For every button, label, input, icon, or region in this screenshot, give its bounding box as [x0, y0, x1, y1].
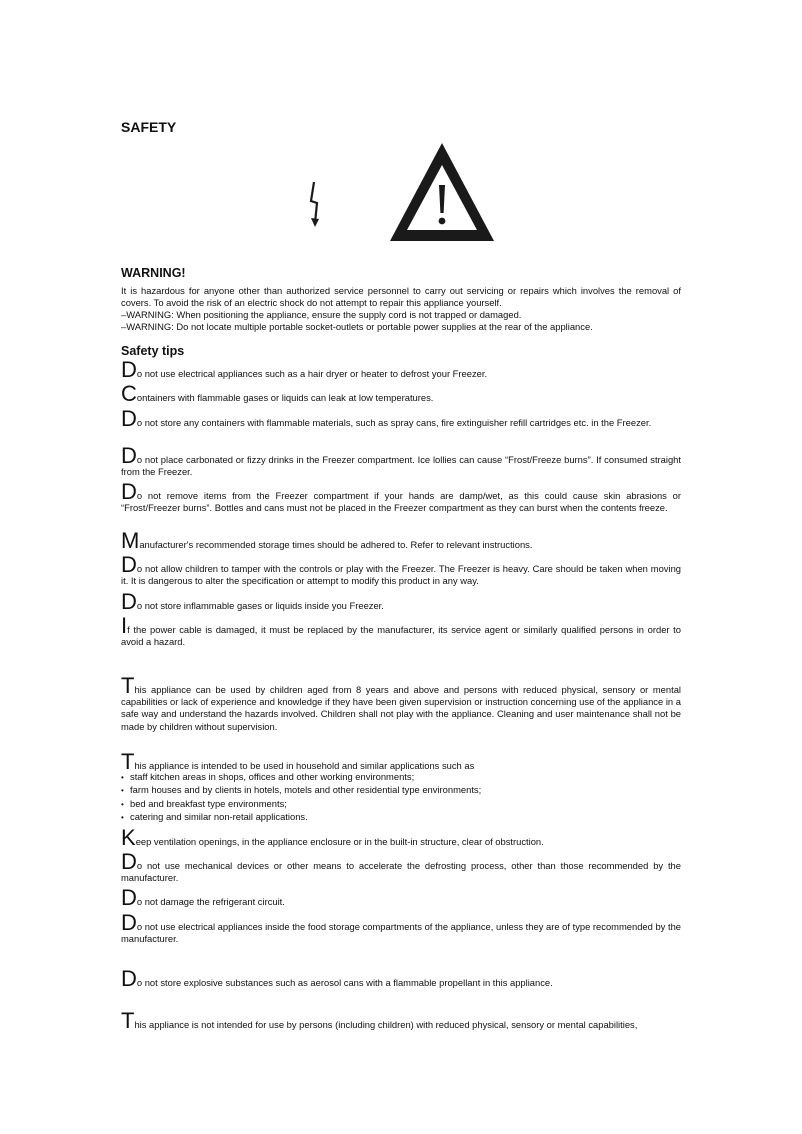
safety-tip	[121, 849, 681, 884]
drop-cap: D	[121, 910, 137, 935]
warning-paragraph: –WARNING: When positioning the appliance, ensure the supply cord is not trapped or damaged.	[121, 308, 522, 320]
tip-text: ontainers with flammable gases or liquids can leak at low temperatures.	[136, 392, 434, 403]
drop-cap: D	[121, 357, 137, 382]
safety-tip	[121, 673, 681, 733]
tip-text: o not use electrical appliances inside the food storage compartments of the appliance, unless they are of type recommended by the manufacturer.	[121, 921, 681, 945]
safety-tip	[121, 381, 681, 406]
safety-tip	[121, 613, 681, 648]
tip-text: o not use mechanical devices or other means to accelerate the defrosting process, other than those recommended by the manufacturer.	[121, 860, 681, 884]
list-item: • bed and breakfast type environments;	[121, 798, 681, 811]
drop-cap: I	[121, 613, 128, 638]
tip-text: his appliance is intended to be used in household and similar applications such as	[134, 760, 475, 771]
warning-triangle-icon	[388, 141, 496, 243]
list-item: • farm houses and by clients in hotels, motels and other residential type environments;	[121, 784, 681, 797]
drop-cap: D	[121, 443, 137, 468]
tip-text: o not store inflammable gases or liquids inside you Freezer.	[136, 600, 384, 611]
drop-cap: T	[121, 749, 135, 774]
drop-cap: K	[121, 825, 136, 850]
tip-text: o not use electrical appliances such as a hair dryer or heater to defrost your Freezer.	[136, 368, 488, 379]
safety-tip	[121, 552, 681, 587]
safety-tip	[121, 528, 681, 553]
list-item: • staff kitchen areas in shops, offices and other working environments;	[121, 771, 681, 784]
drop-cap: D	[121, 552, 137, 577]
lightning-bolt-icon	[306, 181, 328, 229]
tip-text: eep ventilation openings, in the appliance enclosure or in the built-in structure, clear of obstruction.	[135, 836, 544, 847]
list-item: • catering and similar non-retail applications.	[121, 811, 681, 824]
warning-paragraph: It is hazardous for anyone other than authorized service personnel to carry out servicing or repairs which involves the removal of covers. To avoid the risk of an electric shock do not attempt to repair this appliance yourself.	[121, 285, 681, 308]
tip-text: his appliance is not intended for use by persons (including children) with reduced physical, sensory or mental capabilities,	[134, 1019, 638, 1030]
drop-cap: T	[121, 1008, 135, 1033]
drop-cap: D	[121, 885, 137, 910]
applications-list	[121, 771, 681, 824]
drop-cap: D	[121, 589, 137, 614]
drop-cap: D	[121, 406, 137, 431]
drop-cap: D	[121, 479, 137, 504]
safety-tip	[121, 443, 681, 478]
warning-heading: WARNING!	[121, 266, 186, 280]
drop-cap: T	[121, 673, 135, 698]
safety-tip	[121, 406, 681, 431]
tip-text: f the power cable is damaged, it must be replaced by the manufacturer, its service agent or similarly qualified persons in order to avoid a hazard.	[121, 624, 681, 648]
tip-text: anufacturer's recommended storage times should be adhered to. Refer to relevant instructions.	[139, 539, 533, 550]
safety-tip	[121, 357, 681, 382]
tip-text: his appliance can be used by children aged from 8 years and above and persons with reduced physical, sensory or mental capabilities or lack of experience and knowledge if they have been given supervision or instruction concerning use of the appliance in a safe way and understand the hazards involved. Children shall not play with the appliance. Cleaning and user maintenance shall not be made by children without supervision.	[121, 684, 681, 732]
tip-text: o not place carbonated or fizzy drinks in the Freezer compartment. Ice lollies can cause “Frost/Freeze burns”. If consumed straight from the Freezer.	[121, 454, 681, 478]
tip-text: o not remove items from the Freezer compartment if your hands are damp/wet, as this could cause skin abrasions or “Frost/Freezer burns”. Bottles and cans must not be placed in the Freezer compartment as they can burst when the contents freeze.	[121, 490, 681, 514]
safety-tip	[121, 589, 681, 614]
safety-tip	[121, 885, 681, 910]
drop-cap: C	[121, 381, 137, 406]
safety-tip	[121, 479, 681, 514]
warning-paragraph: –WARNING: Do not locate multiple portable socket-outlets or portable power supplies at the rear of the appliance.	[121, 320, 593, 332]
tip-text: o not store any containers with flammable materials, such as spray cans, fire extinguisher refill cartridges etc. in the Freezer.	[136, 417, 652, 428]
safety-tip	[121, 749, 681, 774]
drop-cap: D	[121, 966, 137, 991]
tip-text: o not damage the refrigerant circuit.	[136, 896, 285, 907]
safety-tip	[121, 910, 681, 945]
safety-tips-heading: Safety tips	[121, 344, 185, 358]
page-title: SAFETY	[121, 119, 177, 135]
drop-cap: D	[121, 849, 137, 874]
safety-tip	[121, 825, 681, 850]
tip-text: o not allow children to tamper with the controls or play with the Freezer. The Freezer is heavy. Care should be taken when moving it. It is dangerous to alter the specification or attempt to modify this product in any way.	[121, 563, 681, 587]
tip-text: o not store explosive substances such as aerosol cans with a flammable propellant in this appliance.	[136, 977, 553, 988]
safety-tip	[121, 1008, 681, 1033]
warning-text	[121, 285, 681, 333]
drop-cap: M	[121, 528, 140, 553]
safety-tip	[121, 966, 681, 991]
